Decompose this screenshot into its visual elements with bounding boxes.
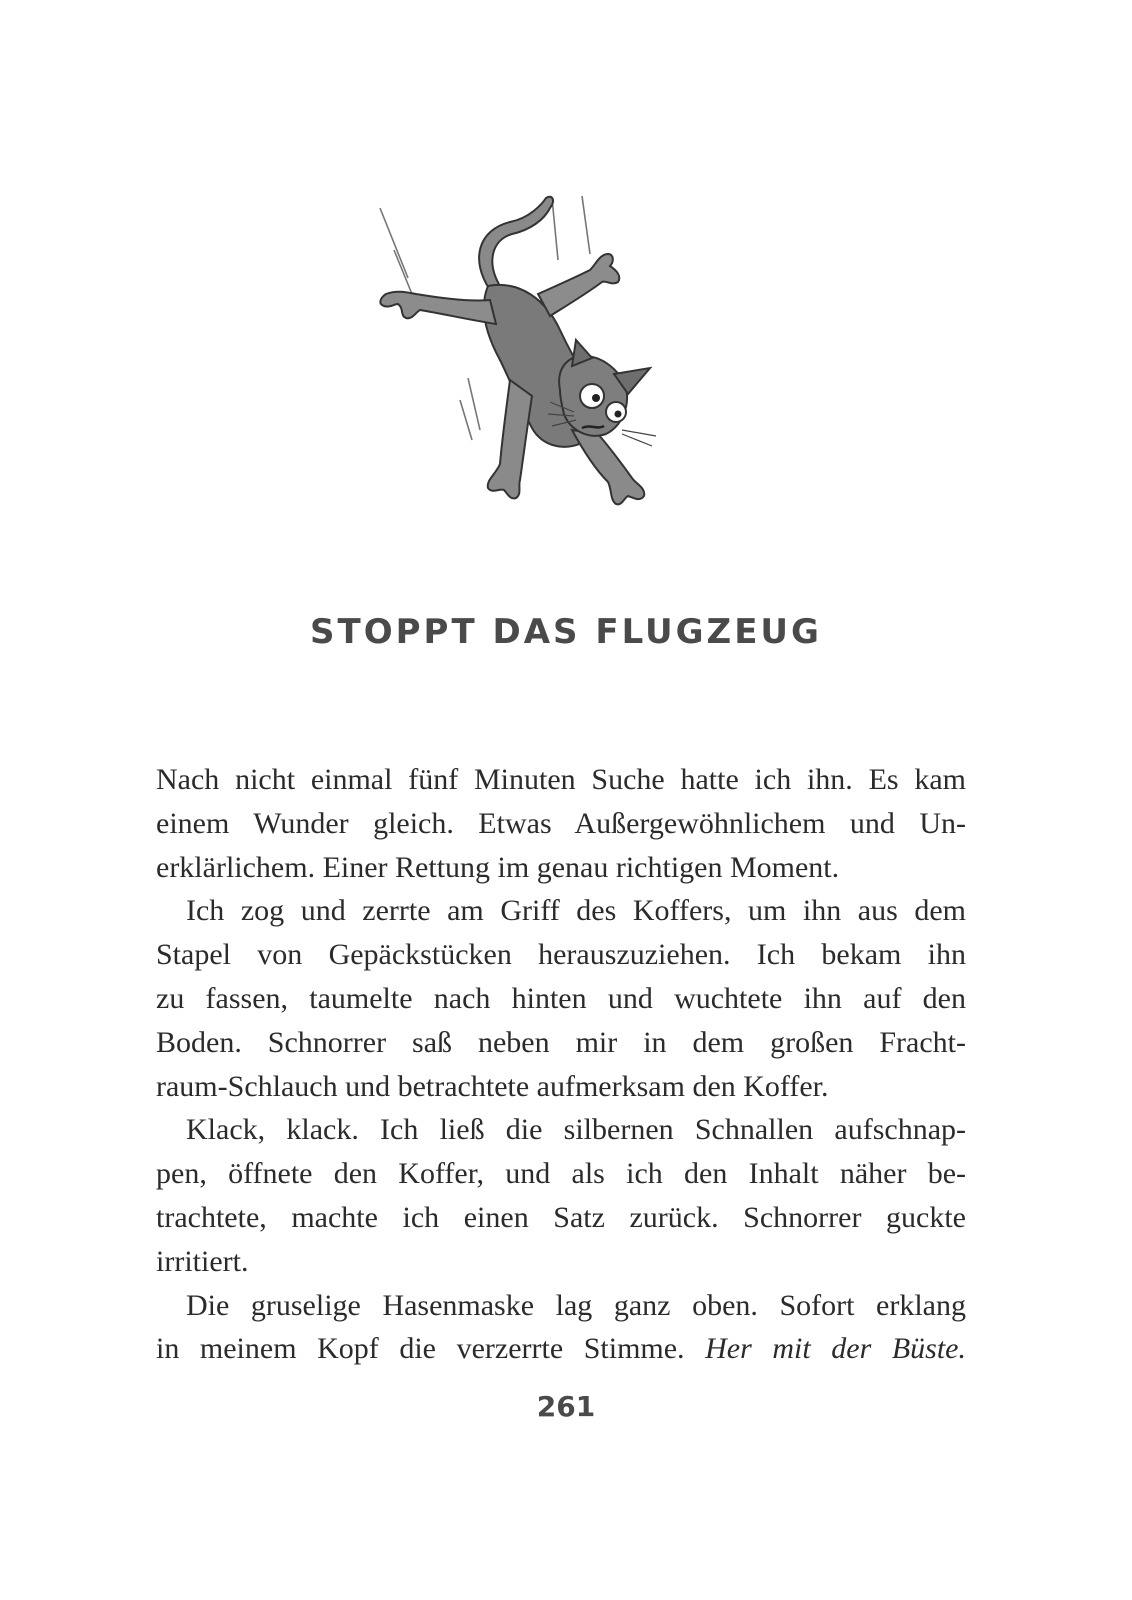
text-line: pen, öffnete den Koffer, und als ich den Inhalt näher be- [156,1157,966,1191]
page-number: 261 [536,1390,596,1423]
text-line: raum-Schlauch und betrachtete aufmerksam den Koffer. [156,1069,829,1103]
chapter-title: STOPPT DAS FLUGZEUG [310,612,822,652]
text-line: Stapel von Gepäckstücken herauszuziehen. Ich bekam ihn [156,938,966,972]
text-line: Nach nicht einmal fünf Minuten Suche hatte ich ihn. Es kam [156,763,966,796]
text-line-mixed [156,1327,966,1371]
text-plain: in meinem Kopf die verzerrte Stimme. [156,1332,706,1366]
paragraph-2 [156,889,966,1108]
text-line: Die gruselige Hasenmaske lag ganz oben. Sofort erklang [186,1288,966,1322]
body-text [156,758,966,1371]
falling-cat-illustration [360,190,690,530]
paragraph-1 [156,758,966,889]
paragraph-3 [156,1108,966,1283]
text-line: irritiert. [156,1244,249,1278]
paragraph-4 [156,1284,966,1372]
text-italic: Her mit der Büste. [705,1332,966,1366]
text-line: erklärlichem. Einer Rettung im genau richtigen Moment. [156,850,840,884]
text-line: Boden. Schnorrer saß neben mir in dem großen Fracht- [156,1025,966,1059]
text-line: einem Wunder gleich. Etwas Außergewöhnlichem und Un- [156,806,966,840]
text-line: zu fassen, taumelte nach hinten und wuchtete ihn auf den [156,981,966,1015]
text-line: Ich zog und zerrte am Griff des Koffers, um ihn aus dem [186,894,966,928]
text-line: trachtete, machte ich einen Satz zurück. Schnorrer guckte [156,1200,966,1234]
text-line: Klack, klack. Ich ließ die silbernen Schnallen aufschnap- [186,1113,966,1147]
